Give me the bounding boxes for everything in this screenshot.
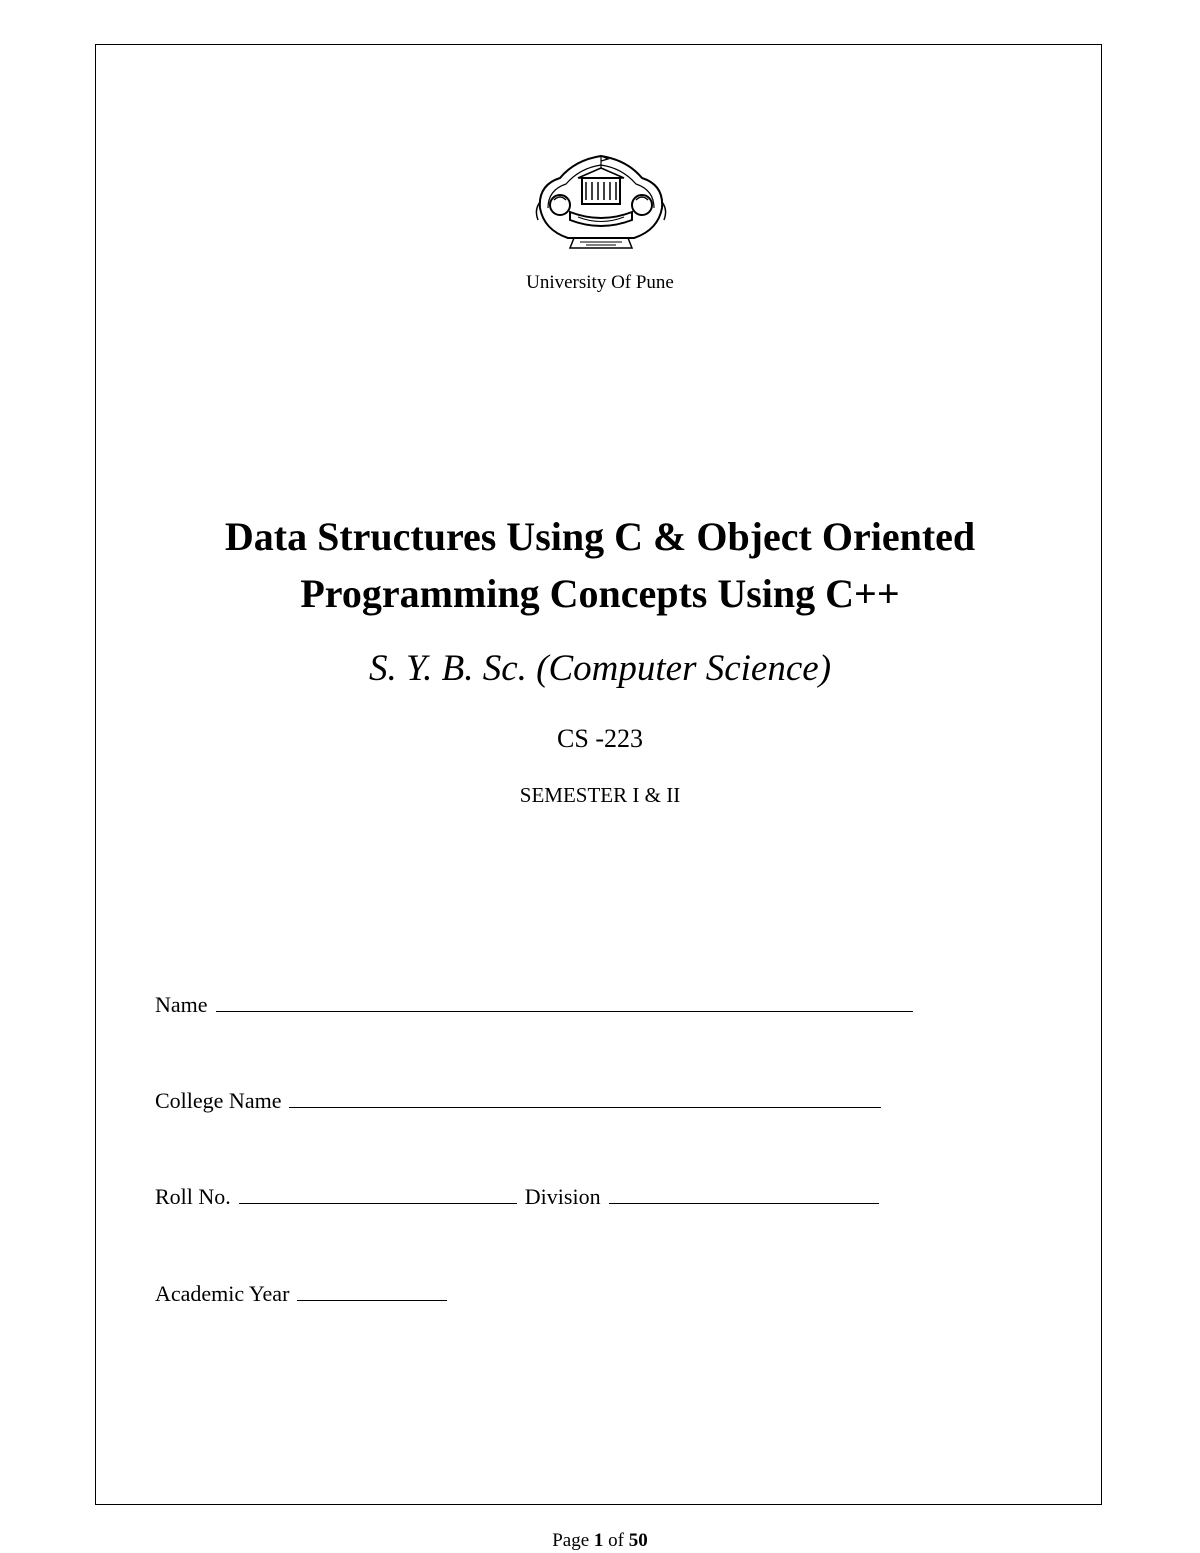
academic-year-input-line[interactable] xyxy=(297,1280,447,1301)
course-code: CS -223 xyxy=(557,724,643,753)
name-input-line[interactable] xyxy=(216,991,913,1012)
page-word: Page xyxy=(552,1530,590,1551)
roll-division-field xyxy=(155,1182,879,1212)
title-line-1: Data Structures Using C & Object Oriented xyxy=(224,514,976,559)
document-title xyxy=(0,508,1200,622)
page-current: 1 xyxy=(593,1530,604,1551)
university-seal-icon xyxy=(530,150,672,252)
document-subtitle: S. Y. B. Sc. (Computer Science) xyxy=(368,648,832,689)
academic-year-label: Academic Year xyxy=(155,1281,290,1306)
college-input-line[interactable] xyxy=(289,1087,881,1108)
roll-input-line[interactable] xyxy=(239,1183,517,1204)
university-name: University Of Pune xyxy=(526,272,674,293)
page-footer xyxy=(0,1529,1200,1553)
roll-label: Roll No. xyxy=(155,1184,231,1209)
division-input-line[interactable] xyxy=(609,1183,879,1204)
division-label: Division xyxy=(524,1184,601,1209)
academic-year-field xyxy=(155,1279,447,1309)
college-field xyxy=(155,1086,881,1116)
title-line-2: Programming Concepts Using C++ xyxy=(300,571,900,616)
of-word: of xyxy=(608,1530,624,1551)
name-label: Name xyxy=(155,992,208,1017)
college-label: College Name xyxy=(155,1088,282,1113)
semester-label: SEMESTER I & II xyxy=(519,783,681,807)
page-total: 50 xyxy=(628,1530,648,1551)
name-field xyxy=(155,990,913,1020)
